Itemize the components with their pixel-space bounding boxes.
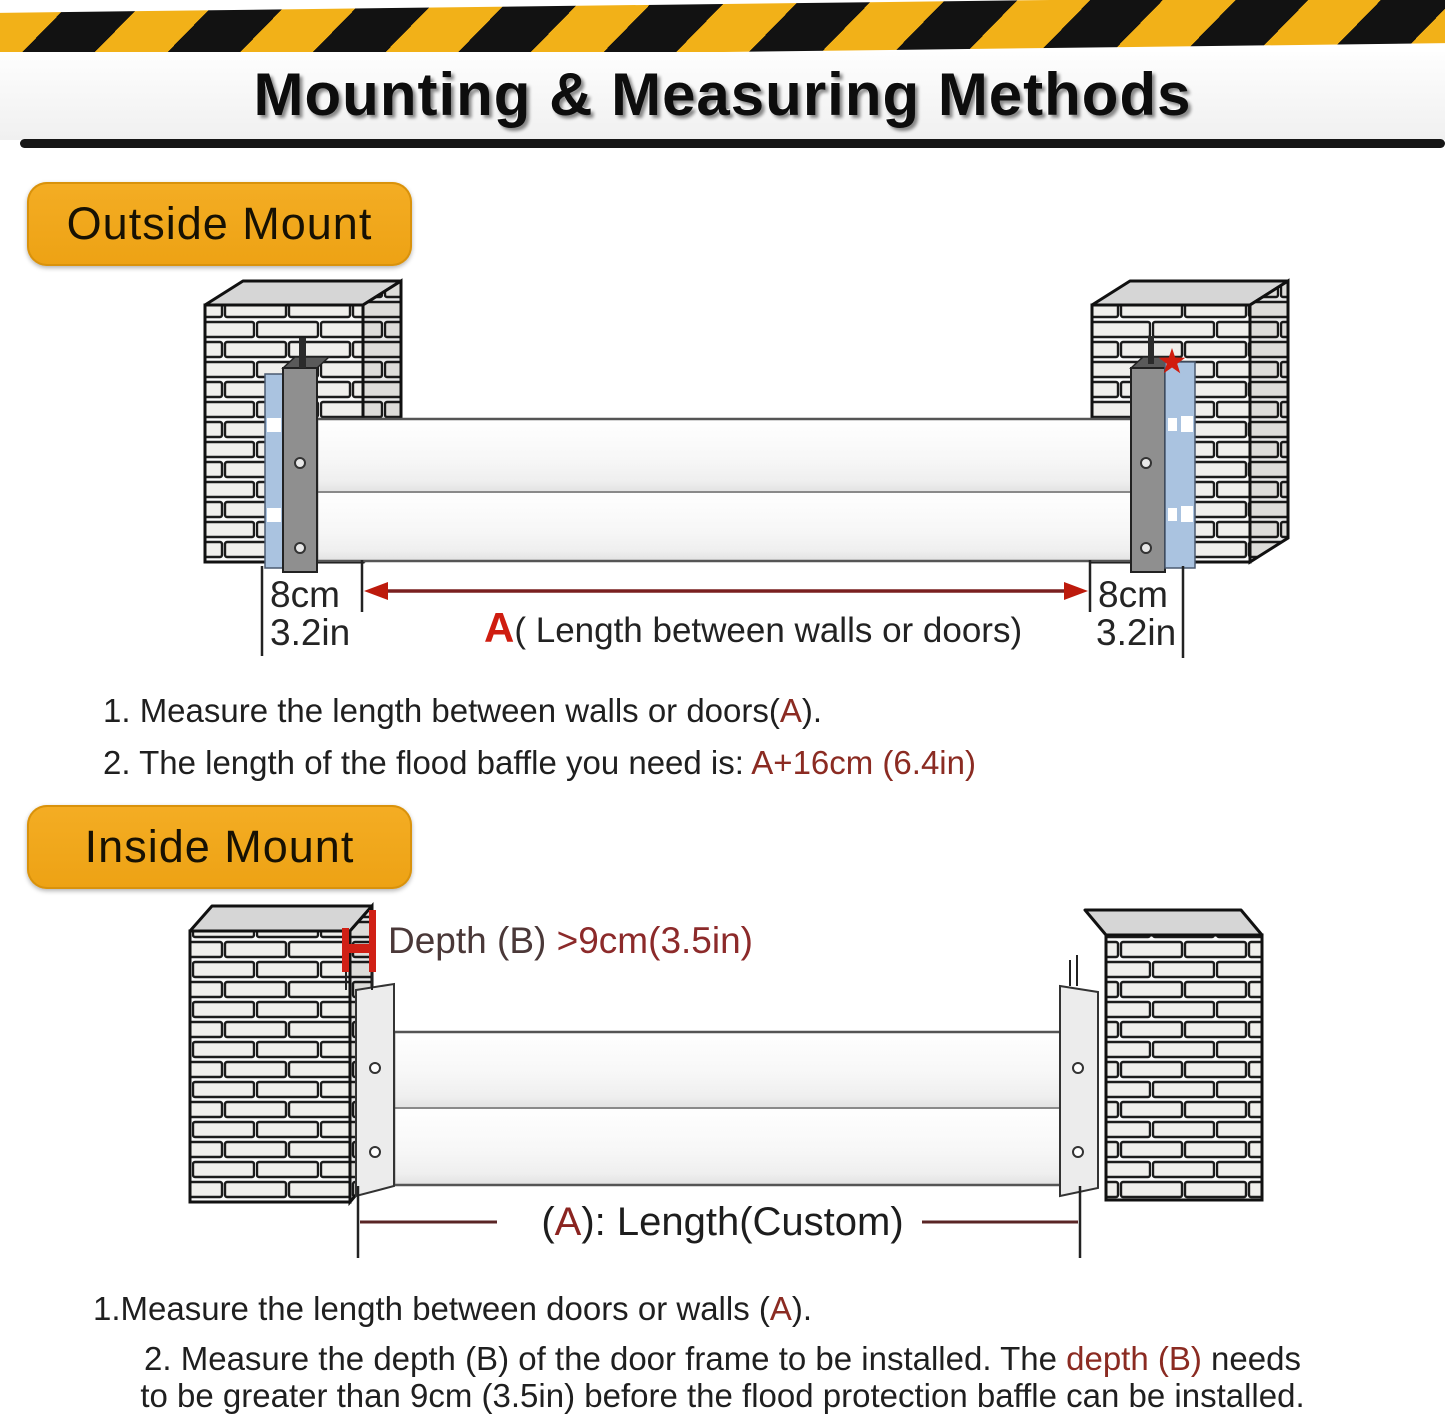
left-offset-cm-label: 8cm bbox=[270, 574, 340, 615]
inside-length-prefix: ( bbox=[541, 1200, 555, 1244]
page-title: Mounting & Measuring Methods bbox=[253, 61, 1192, 128]
inside-step-2-line-1 bbox=[0, 1340, 1445, 1378]
length-a-letter: A bbox=[484, 604, 515, 651]
inside-length-highlight: A bbox=[554, 1200, 582, 1244]
flood-barrier-panels-inside bbox=[394, 1032, 1062, 1185]
flood-barrier-panels bbox=[317, 419, 1137, 561]
outside-step-1-text: 1. Measure the length between walls or doors( bbox=[103, 692, 780, 729]
depth-b-text: Depth (B) bbox=[388, 920, 557, 961]
inside-step-1-highlight: A bbox=[769, 1290, 792, 1327]
inside-mount-badge bbox=[27, 805, 412, 889]
inside-step-2-text: 2. Measure the depth (B) of the door frame to be installed. The bbox=[144, 1340, 1067, 1377]
outside-step-2-text: 2. The length of the flood baffle you need is: bbox=[103, 744, 752, 781]
inside-step-2-suffix: needs bbox=[1201, 1340, 1301, 1377]
inside-length-suffix: ): Length(Custom) bbox=[581, 1200, 904, 1244]
length-a-text: ( Length between walls or doors) bbox=[514, 611, 1023, 650]
outside-step-2-highlight: A+16cm (6.4in) bbox=[751, 744, 976, 781]
bracket-plate-right bbox=[1060, 955, 1098, 1196]
inside-step-2-line-2 bbox=[0, 1377, 1445, 1415]
outside-step-1-suffix: ). bbox=[801, 692, 823, 729]
inside-step-1 bbox=[93, 1290, 812, 1328]
depth-b-highlight: >9cm(3.5in) bbox=[556, 920, 754, 961]
depth-b-label bbox=[388, 920, 753, 962]
outside-step-1 bbox=[103, 692, 822, 730]
outside-step-1-highlight: A bbox=[779, 692, 802, 729]
brick-pillar-right-inside bbox=[1085, 910, 1262, 1200]
inside-step-1-suffix: ). bbox=[791, 1290, 813, 1327]
right-offset-cm-label: 8cm bbox=[1098, 574, 1168, 615]
inside-length-label bbox=[0, 1200, 1445, 1245]
right-offset-in-label: 3.2in bbox=[1096, 612, 1177, 653]
outside-step-2 bbox=[103, 744, 976, 782]
inside-step-1-text: 1.Measure the length between doors or walls ( bbox=[93, 1290, 770, 1327]
inside-step-2-highlight: depth (B) bbox=[1066, 1340, 1202, 1377]
mounting-bracket-right bbox=[1131, 336, 1195, 572]
inside-step-2-continued: to be greater than 9cm (3.5in) before the flood protection baffle can be installed. bbox=[140, 1377, 1305, 1414]
left-offset-in-label: 3.2in bbox=[270, 612, 351, 653]
outside-mount-badge bbox=[27, 182, 412, 266]
double-arrow-icon bbox=[364, 582, 1088, 600]
outside-mount-badge-label: Outside Mount bbox=[66, 198, 373, 249]
length-a-label bbox=[484, 604, 1022, 652]
inside-mount-badge-label: Inside Mount bbox=[84, 821, 355, 872]
